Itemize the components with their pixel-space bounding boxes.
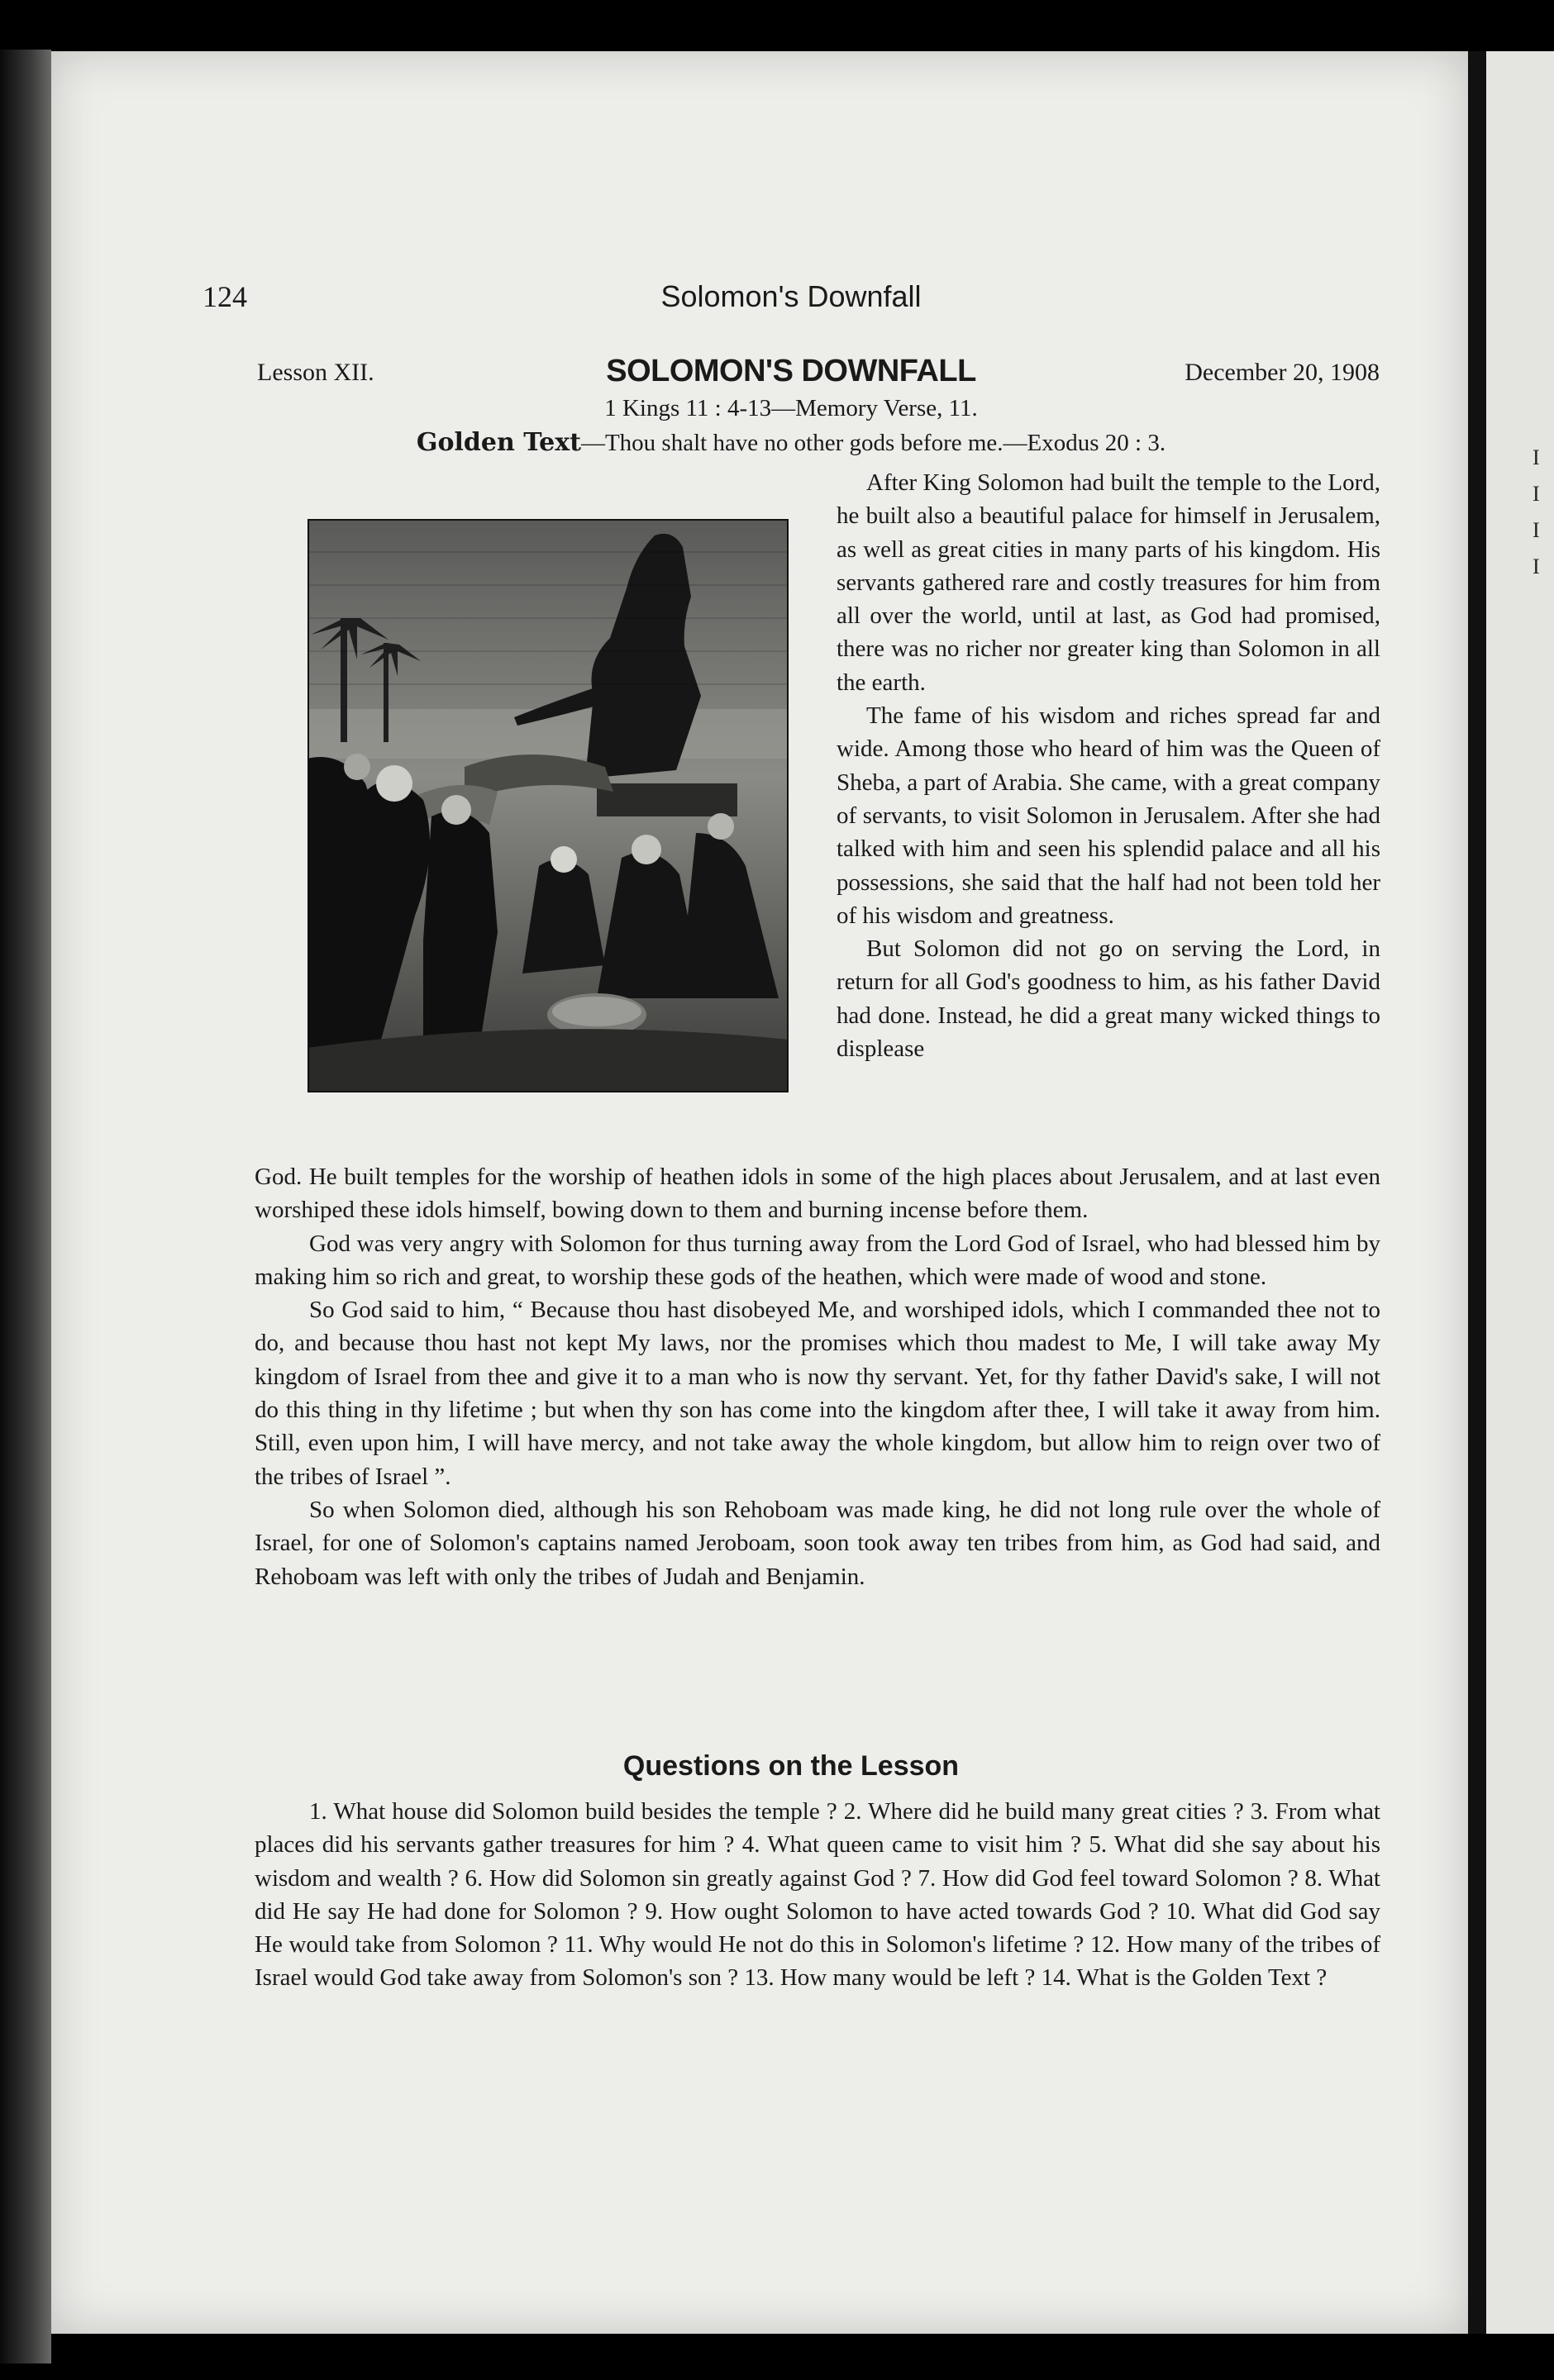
scripture-reference: 1 Kings 11 : 4-13—Memory Verse, 11. xyxy=(604,395,978,421)
book-binding-left xyxy=(0,50,51,2363)
facing-mark: I xyxy=(1533,482,1540,506)
paragraph-3-start: But Solomon did not go on serving the Lord, in return for all God's goodness to him, as his father David had done. Instead, he did a great many wicked things to displease xyxy=(837,935,1380,1063)
lesson-illustration xyxy=(307,519,789,1092)
illustration-engraving xyxy=(307,519,789,1092)
paragraph-1: After King Solomon had built the temple to the Lord, he built also a beautiful palace for himself in Jerusalem, as well as great cities in many parts of his kingdom. His servants gathered rare and costly treasures for him from all over the world, until at last, as God had promised, there was no richer nor greater king than Solomon in all the earth. xyxy=(837,469,1380,696)
golden-text-line xyxy=(203,428,1380,457)
paragraph-4: God was very angry with Solomon for thus turning away from the Lord God of Israel, who had blessed him by making him so rich and great, to worship these gods of the heathen, which were made of wood and stone. xyxy=(255,1230,1380,1290)
lesson-date: December 20, 1908 xyxy=(1185,359,1380,386)
golden-text-label: Golden Text xyxy=(416,428,581,457)
questions-text: 1. What house did Solomon build besides the temple ? 2. Where did he build many great cities ? 3. From what places did his servants gather treasures for him ? 4. What queen came to visit him ? 5. What did she say about his wisdom and wealth ? 6. How did Solomon sin greatly against God ? 7. How did God feel toward Solomon ? 8. What did He say He had done for Solomon ? 9. How ought Solomon to have acted towards God ? 10. What did God say He would take from Solomon ? 11. Why would He not do this in Solomon's lifetime ? 12. How many of the tribes of Israel would God take away from Solomon's son ? 13. How many would be left ? 14. What is the Golden Text ? xyxy=(255,1798,1380,1992)
lesson-header xyxy=(203,354,1380,393)
facing-page-edge xyxy=(1468,51,1554,2334)
paragraph-3-continued: God. He built temples for the worship of heathen idols in some of the high places about Jerusalem, and at last even worshiped these idols himself, bowing down to them and burning incense before them. xyxy=(255,1164,1380,1224)
lesson-number: Lesson XII. xyxy=(257,359,374,386)
golden-text: —Thou shalt have no other gods before me.—Exodus 20 : 3. xyxy=(580,430,1166,456)
running-head xyxy=(203,279,1380,321)
questions-heading: Questions on the Lesson xyxy=(622,1750,960,1782)
paragraph-5: So God said to him, “ Because thou hast disobeyed Me, and worshiped idols, which I commanded thee not to do, and because thou hast not kept My laws, nor the promises which thou madest to Me, I will take away My kingdom of Israel from thee and give it to a man who is now thy servant. Yet, for thy father David's sake, I will not do this thing in thy lifetime ; but when thy son has come into the kingdom after thee, I will take it away from him. Still, even upon him, I will have mercy, and not take away the whole kingdom, but allow him to reign over two of the tribes of Israel ”. xyxy=(255,1297,1380,1490)
lesson-title: SOLOMON'S DOWNFALL xyxy=(606,354,976,388)
paragraph-6: So when Solomon died, although his son Rehoboam was made king, he did not long rule over the whole of Israel, for one of Solomon's captains named Jeroboam, soon took away ten tribes from him, as God had said, and Rehoboam was left with only the tribes of Judah and Benjamin. xyxy=(255,1496,1380,1590)
facing-mark: I xyxy=(1533,555,1540,578)
facing-page-marks xyxy=(1533,440,1541,585)
paragraph-2: The fame of his wisdom and riches spread far and wide. Among those who heard of him was the Queen of Sheba, a part of Arabia. She came, with a great company of servants, to visit Solomon in Jerusalem. After she had talked with him and seen his splendid palace and all his possessions, she said that the half had not been told her of his wisdom and greatness. xyxy=(837,702,1380,929)
body-full-width xyxy=(255,1160,1380,1593)
running-title: Solomon's Downfall xyxy=(660,279,922,313)
facing-mark: I xyxy=(1533,518,1540,542)
facing-mark: I xyxy=(1533,445,1540,469)
body-column-right xyxy=(837,466,1380,1065)
page-number: 124 xyxy=(203,280,247,313)
